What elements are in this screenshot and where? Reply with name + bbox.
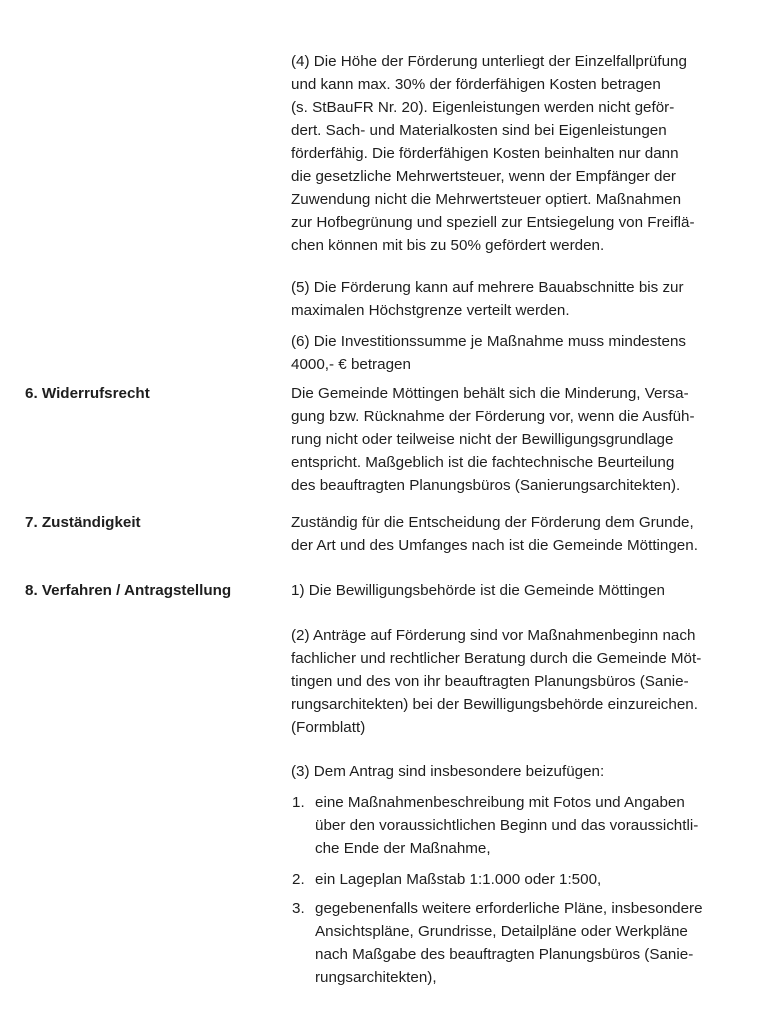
text-line: rung nicht oder teilweise nicht der Bewilligungsgrundlage [291, 431, 674, 448]
text-line: maximalen Höchstgrenze verteilt werden. [291, 302, 570, 319]
section-8-paragraph-1 [291, 579, 756, 602]
text-line: Die Gemeinde Möttingen behält sich die Minderung, Versa- [291, 385, 689, 402]
list-number: 3. [292, 900, 305, 917]
text-line: ein Lageplan Maßstab 1:1.000 oder 1:500, [315, 871, 602, 888]
section-heading-zustaendigkeit: 7. Zuständigkeit [25, 514, 141, 531]
text-line: nach Maßgabe des beauftragten Planungsbüros (Sanie- [315, 946, 694, 963]
section-heading-widerrufsrecht: 6. Widerrufsrecht [25, 385, 150, 402]
text-line: che Ende der Maßnahme, [315, 840, 491, 857]
paragraph-6 [291, 330, 756, 376]
text-line: des beauftragten Planungsbüros (Sanierungsarchitekten). [291, 477, 681, 494]
text-line: Zuwendung nicht die Mehrwertsteuer optiert. Maßnahmen [291, 191, 682, 208]
text-line: gegebenenfalls weitere erforderliche Pläne, insbesondere [315, 900, 703, 917]
section-8-paragraph-3 [291, 760, 756, 783]
section-8-paragraph-2 [291, 624, 756, 739]
text-line: rungsarchitekten) bei der Bewilligungsbehörde einzureichen. [291, 696, 698, 713]
text-line: (Formblatt) [291, 719, 366, 736]
list-number: 2. [292, 871, 305, 888]
text-line: 1) Die Bewilligungsbehörde ist die Gemeinde Möttingen [291, 582, 665, 599]
list-number: 1. [292, 794, 305, 811]
text-line: die gesetzliche Mehrwertsteuer, wenn der Empfänger der [291, 168, 676, 185]
text-line: Zuständig für die Entscheidung der Förderung dem Grunde, [291, 514, 694, 531]
text-line: zur Hofbegrünung und speziell zur Entsiegelung von Freiflä- [291, 214, 695, 231]
text-line: fachlicher und rechtlicher Beratung durch die Gemeinde Möt- [291, 650, 702, 667]
text-line: (4) Die Höhe der Förderung unterliegt der Einzelfallprüfung [291, 53, 687, 70]
paragraph-4 [291, 50, 756, 257]
text-line: (3) Dem Antrag sind insbesondere beizufügen: [291, 763, 605, 780]
section-6-body [291, 382, 756, 497]
text-line: der Art und des Umfanges nach ist die Gemeinde Möttingen. [291, 537, 698, 554]
text-line: 4000,- € betragen [291, 356, 411, 373]
text-line: gung bzw. Rücknahme der Förderung vor, wenn die Ausfüh- [291, 408, 695, 425]
text-line: tingen und des von ihr beauftragten Planungsbüros (Sanie- [291, 673, 689, 690]
text-line: rungsarchitekten), [315, 969, 437, 986]
paragraph-5 [291, 276, 756, 322]
text-line: dert. Sach- und Materialkosten sind bei Eigenleistungen [291, 122, 667, 139]
text-line: (5) Die Förderung kann auf mehrere Bauabschnitte bis zur [291, 279, 684, 296]
text-line: über den voraussichtlichen Beginn und das voraussichtli- [315, 817, 699, 834]
text-line: Ansichtspläne, Grundrisse, Detailpläne oder Werkpläne [315, 923, 688, 940]
section-heading-verfahren-antragstellung: 8. Verfahren / Antragstellung [25, 582, 232, 599]
text-line: förderfähig. Die förderfähigen Kosten beinhalten nur dann [291, 145, 679, 162]
text-line: (2) Anträge auf Förderung sind vor Maßnahmenbeginn nach [291, 627, 696, 644]
text-line: entspricht. Maßgeblich ist die fachtechnische Beurteilung [291, 454, 675, 471]
text-line: (6) Die Investitionssumme je Maßnahme muss mindestens [291, 333, 687, 350]
section-7-body [291, 511, 756, 557]
text-line: und kann max. 30% der förderfähigen Kosten betragen [291, 76, 661, 93]
text-line: eine Maßnahmenbeschreibung mit Fotos und Angaben [315, 794, 685, 811]
text-line: chen können mit bis zu 50% gefördert werden. [291, 237, 605, 254]
text-line: (s. StBauFR Nr. 20). Eigenleistungen werden nicht geför- [291, 99, 675, 116]
